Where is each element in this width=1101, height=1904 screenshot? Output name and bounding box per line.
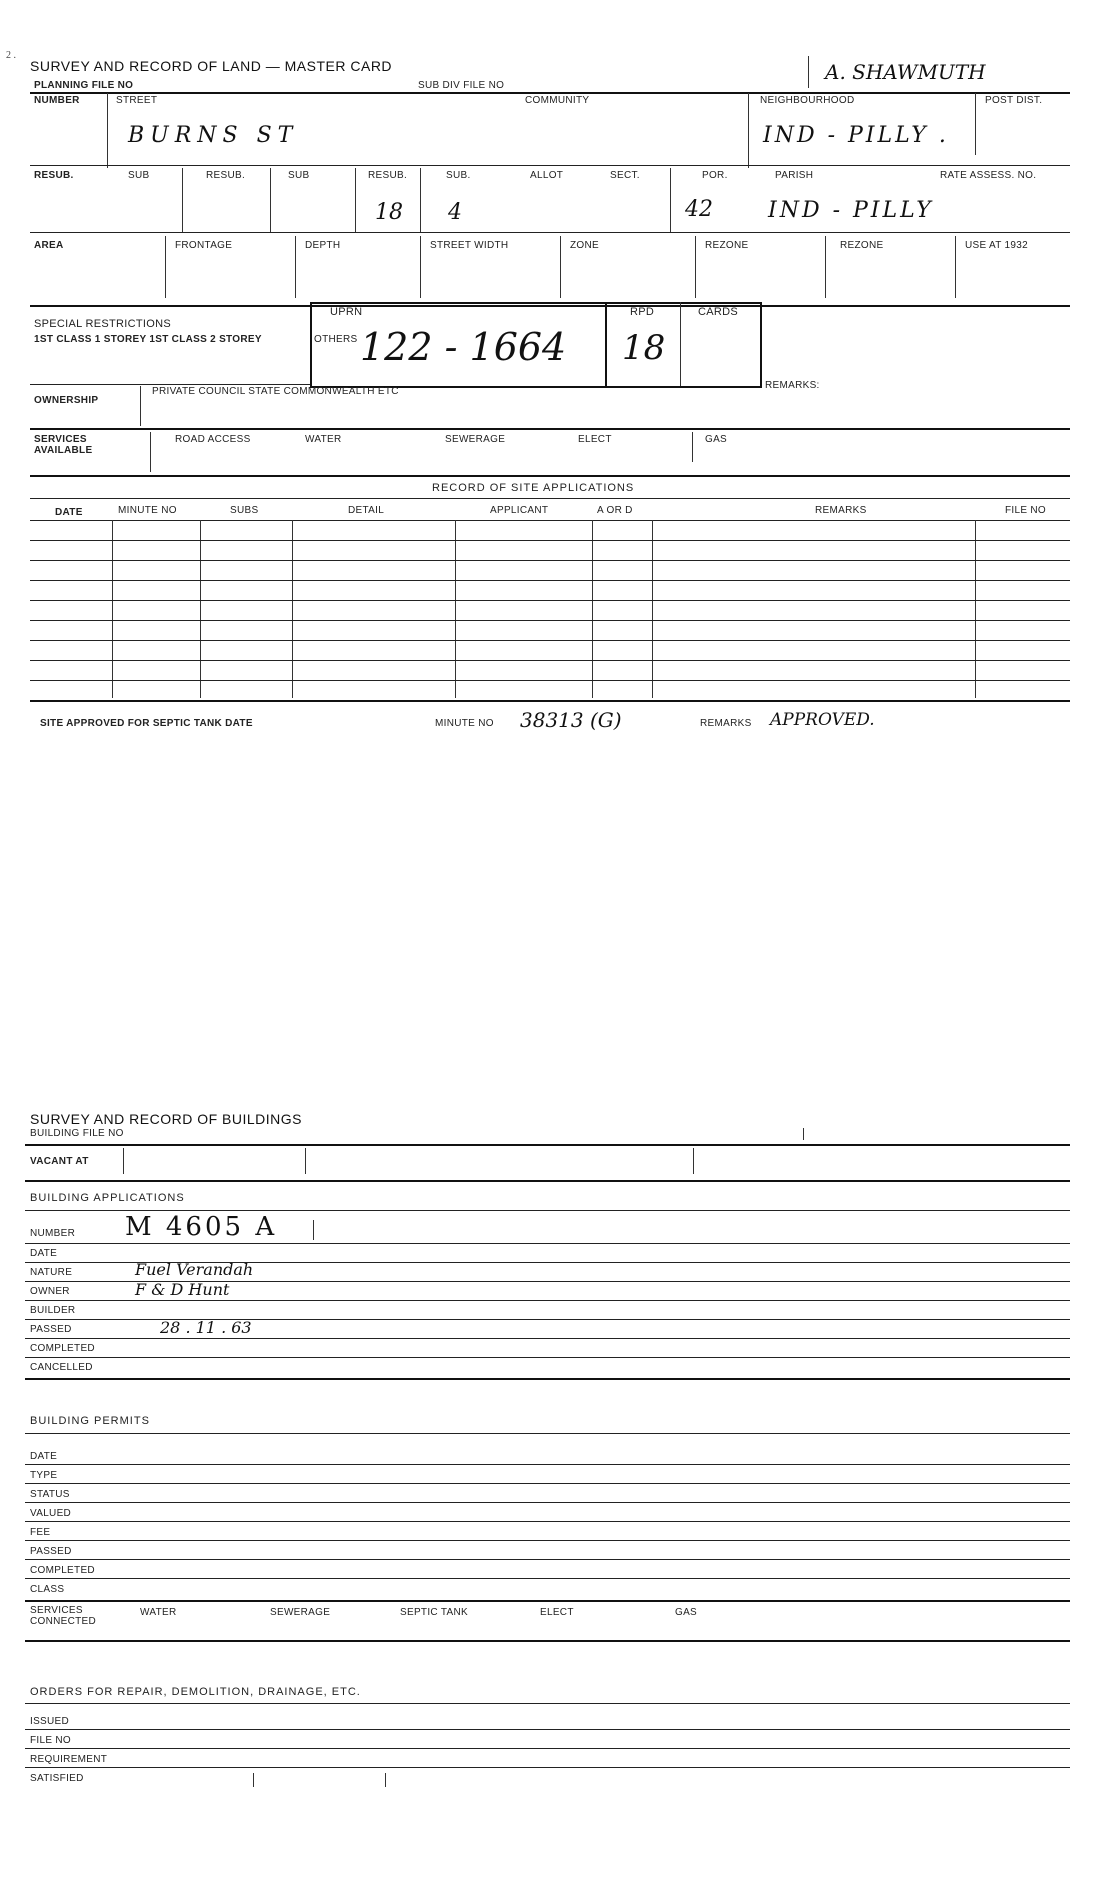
app-completed-label: COMPLETED xyxy=(30,1343,95,1354)
subdiv-file-label: SUB DIV FILE NO xyxy=(418,80,505,91)
gas-label: GAS xyxy=(705,434,728,445)
land-card-title: SURVEY AND RECORD OF LAND — MASTER CARD xyxy=(30,58,393,74)
app-builder-label: BUILDER xyxy=(30,1305,76,1316)
app-number-handwritten: M 4605 A xyxy=(125,1212,278,1242)
minute-no-bottom-label: MINUTE NO xyxy=(435,718,494,729)
resub-handwritten: 18 xyxy=(375,200,403,225)
rate-assess-label: RATE ASSESS. NO. xyxy=(940,170,1037,181)
app-passed-handwritten: 28 . 11 . 63 xyxy=(160,1318,252,1337)
permit-completed-label: COMPLETED xyxy=(30,1565,95,1576)
col-date: DATE xyxy=(55,507,83,518)
rpd-label: RPD xyxy=(630,306,655,318)
por-label: POR. xyxy=(702,170,728,181)
resub-label: RESUB. xyxy=(34,170,74,181)
ownership-options-label: PRIVATE COUNCIL STATE COMMONWEALTH ETC xyxy=(152,386,399,397)
permit-type-label: TYPE xyxy=(30,1470,58,1481)
permit-class-label: CLASS xyxy=(30,1584,65,1595)
app-owner-label: OWNER xyxy=(30,1286,70,1297)
vacant-at-label: VACANT AT xyxy=(30,1156,89,1167)
building-permits-label: BUILDING PERMITS xyxy=(30,1415,150,1427)
rezone2-label: REZONE xyxy=(840,240,884,251)
order-file-label: FILE NO xyxy=(30,1735,71,1746)
sub2-label: SUB xyxy=(288,170,310,181)
order-satisfied-label: SATISFIED xyxy=(30,1773,84,1784)
services-available-label: SERVICES AVAILABLE xyxy=(34,434,93,456)
planning-file-label: PLANNING FILE NO xyxy=(34,80,134,91)
corner-mark: 2 . xyxy=(6,50,16,61)
site-approved-label: SITE APPROVED FOR SEPTIC TANK DATE xyxy=(40,718,253,729)
conn-elect-label: ELECT xyxy=(540,1607,574,1618)
water-label: WATER xyxy=(305,434,342,445)
street-handwritten: BURNS ST xyxy=(128,123,299,148)
frontage-label: FRONTAGE xyxy=(175,240,233,251)
post-dist-label: POST DIST. xyxy=(985,95,1043,106)
conn-gas-label: GAS xyxy=(675,1607,698,1618)
remarks-bottom-label: REMARKS xyxy=(700,718,752,729)
remarks-handwritten: APPROVED. xyxy=(770,710,875,730)
col-a-or-d: A OR D xyxy=(597,505,633,516)
permit-status-label: STATUS xyxy=(30,1489,70,1500)
road-access-label: ROAD ACCESS xyxy=(175,434,251,445)
special-restrictions-label: SPECIAL RESTRICTIONS xyxy=(34,318,172,330)
parish-label: PARISH xyxy=(775,170,814,181)
app-nature-label: NATURE xyxy=(30,1267,73,1278)
permit-date-label: DATE xyxy=(30,1451,58,1462)
permit-valued-label: VALUED xyxy=(30,1508,72,1519)
sub1-label: SUB xyxy=(128,170,150,181)
sub3-label: SUB. xyxy=(446,170,471,181)
uprn-handwritten: 122 - 1664 xyxy=(360,325,567,369)
street-width-label: STREET WIDTH xyxy=(430,240,509,251)
rpd-handwritten: 18 xyxy=(622,328,666,368)
uprn-label: UPRN xyxy=(330,306,363,318)
col-subs: SUBS xyxy=(230,505,259,516)
buildings-card-title: SURVEY AND RECORD OF BUILDINGS xyxy=(30,1111,302,1127)
resub1-label: RESUB. xyxy=(206,170,246,181)
order-issued-label: ISSUED xyxy=(30,1716,70,1727)
neighbourhood-handwritten: IND - PILLY . xyxy=(763,123,949,148)
class-restrictions-label: 1ST CLASS 1 STOREY 1ST CLASS 2 STOREY xyxy=(34,334,262,345)
cards-label: CARDS xyxy=(698,306,739,318)
elect-label: ELECT xyxy=(578,434,612,445)
col-file-no: FILE NO xyxy=(1005,505,1046,516)
col-remarks: REMARKS xyxy=(815,505,867,516)
use-at-label: USE AT 1932 xyxy=(965,240,1028,251)
app-cancelled-label: CANCELLED xyxy=(30,1362,93,1373)
app-owner-handwritten: F & D Hunt xyxy=(135,1280,230,1299)
ownership-label: OWNERSHIP xyxy=(34,395,99,406)
col-minute-no: MINUTE NO xyxy=(118,505,177,516)
parish-handwritten: IND - PILLY xyxy=(768,198,934,223)
record-site-apps-label: RECORD OF SITE APPLICATIONS xyxy=(432,482,635,494)
permit-fee-label: FEE xyxy=(30,1527,51,1538)
building-applications-label: BUILDING APPLICATIONS xyxy=(30,1192,185,1204)
community-label: COMMUNITY xyxy=(525,95,590,106)
permit-passed-label: PASSED xyxy=(30,1546,72,1557)
app-nature-handwritten: Fuel Verandah xyxy=(135,1260,254,1279)
order-requirement-label: REQUIREMENT xyxy=(30,1754,108,1765)
neighbourhood-label: NEIGHBOURHOOD xyxy=(760,95,855,106)
por-handwritten: 42 xyxy=(685,197,713,222)
allot-label: ALLOT xyxy=(530,170,564,181)
area-label: AREA xyxy=(34,240,64,251)
street-label: STREET xyxy=(116,95,158,106)
sewerage-label: SEWERAGE xyxy=(445,434,506,445)
app-passed-label: PASSED xyxy=(30,1324,72,1335)
zone-label: ZONE xyxy=(570,240,599,251)
orders-label: ORDERS FOR REPAIR, DEMOLITION, DRAINAGE, ETC. xyxy=(30,1686,361,1698)
rezone1-label: REZONE xyxy=(705,240,749,251)
resub2-label: RESUB. xyxy=(368,170,408,181)
col-applicant: APPLICANT xyxy=(490,505,549,516)
app-number-label: NUMBER xyxy=(30,1228,76,1239)
minute-handwritten: 38313 (G) xyxy=(520,708,622,732)
col-detail: DETAIL xyxy=(348,505,385,516)
sect-label: SECT. xyxy=(610,170,640,181)
conn-sewerage-label: SEWERAGE xyxy=(270,1607,331,1618)
services-connected-label: SERVICES CONNECTED xyxy=(30,1605,97,1627)
number-label: NUMBER xyxy=(34,95,80,106)
conn-septic-label: SEPTIC TANK xyxy=(400,1607,468,1618)
conn-water-label: WATER xyxy=(140,1607,177,1618)
others-label: OTHERS xyxy=(314,334,358,345)
app-date-label: DATE xyxy=(30,1248,58,1259)
ownership-remarks-label: REMARKS: xyxy=(765,380,820,391)
building-file-label: BUILDING FILE NO xyxy=(30,1128,124,1139)
owner-name-handwritten: A. SHAWMUTH xyxy=(825,60,986,84)
depth-label: DEPTH xyxy=(305,240,341,251)
sub-handwritten: 4 xyxy=(448,200,462,225)
